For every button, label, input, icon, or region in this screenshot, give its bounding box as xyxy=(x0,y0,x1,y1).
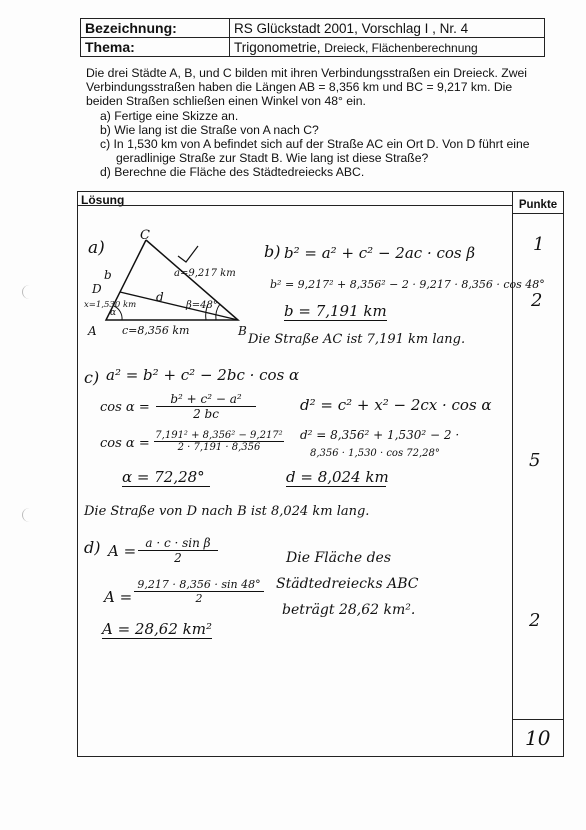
points-c: 5 xyxy=(529,450,541,471)
c-d-result: d = 8,024 km xyxy=(286,468,389,486)
d-result: A = 28,62 km² xyxy=(102,620,212,638)
b-answer: Die Straße AC ist 7,191 km lang. xyxy=(248,332,466,347)
side-b-label: b xyxy=(104,268,112,282)
bezeichnung-label: Bezeichnung: xyxy=(81,19,230,38)
d-answer-2: Städtedreiecks ABC xyxy=(276,576,419,592)
header-table xyxy=(80,18,545,57)
b-result: b = 7,191 km xyxy=(284,302,387,320)
c-d-subst-1: d² = 8,356² + 1,530² − 2 · xyxy=(300,428,460,442)
d-answer-1: Die Fläche des xyxy=(286,550,391,566)
thema-main: Trigonometrie, xyxy=(234,39,321,55)
c-answer: Die Straße von D nach B ist 8,024 km lang. xyxy=(84,504,370,519)
thema-label: Thema: xyxy=(81,38,230,57)
angle-beta-label: β=48° xyxy=(186,300,218,311)
solution-sheet xyxy=(77,191,564,757)
points-a: 1 xyxy=(533,234,545,255)
points-header: Punkte xyxy=(513,192,563,214)
thema-rest: Dreieck, Flächenberechnung xyxy=(324,40,478,55)
total-divider xyxy=(513,719,563,720)
task-item: d) Berechne die Fläche des Städtedreiecks ABC. xyxy=(100,165,365,180)
side-c-label: c=8,356 km xyxy=(122,324,190,337)
task-intro: Die drei Städte A, B, und C bilden mit ihren Verbindungsstraßen ein Dreieck. Zwei Verbindungsstraßen haben die Längen AB = 8,356 km und BC = 9,217 km. Die beiden Straßen schließen einen Winkel von 48° ein. xyxy=(86,66,528,109)
b-substitution: b² = 9,217² + 8,356² − 2 · 9,217 · 8,356 · cos 48° xyxy=(270,278,545,291)
vertex-d: D xyxy=(92,282,102,296)
task-item: c) In 1,530 km von A befindet sich auf der Straße AC ein Ort D. Von D führt eine geradlinige Straße zur Stadt B. Wie lang ist diese Straße? xyxy=(100,137,530,166)
c-d-subst-2: 8,356 · 1,530 · cos 72,28° xyxy=(310,448,440,459)
task-item: b) Wie lang ist die Straße von A nach C? xyxy=(100,122,319,137)
points-b: 2 xyxy=(531,290,543,311)
part-b-label: b) xyxy=(264,242,281,261)
d-answer-3: beträgt 28,62 km². xyxy=(282,602,416,618)
punch-hole xyxy=(22,285,37,299)
part-c-label: c) xyxy=(84,368,100,387)
thema-value xyxy=(230,38,545,57)
c-cos-label: cos α = xyxy=(100,400,150,415)
bezeichnung-value: RS Glückstadt 2001, Vorschlag I , Nr. 4 xyxy=(230,19,545,38)
d-formula-fraction: a · c · sin β 2 xyxy=(138,536,218,565)
solution-label: Lösung xyxy=(81,193,125,207)
segment-x-label: x=1,530 km xyxy=(84,300,137,310)
d-area-label-2: A = xyxy=(104,588,133,606)
c-cos-label-2: cos α = xyxy=(100,436,150,451)
segment-d-label: d xyxy=(156,290,164,304)
part-a-label: a) xyxy=(88,238,105,258)
punch-hole xyxy=(22,508,37,522)
vertex-c: C xyxy=(140,228,150,243)
c-cos-fraction: b² + c² − a² 2 bc xyxy=(156,392,256,421)
angle-alpha-label: α xyxy=(110,308,117,318)
task-item: a) Fertige eine Skizze an. xyxy=(100,108,239,123)
points-total: 10 xyxy=(525,726,551,750)
task-text xyxy=(86,66,536,180)
points-column xyxy=(512,192,563,756)
vertex-a: A xyxy=(88,324,97,338)
vertex-b: B xyxy=(238,324,247,338)
part-d-label: d) xyxy=(84,538,101,557)
c-alpha-result: α = 72,28° xyxy=(122,468,210,487)
d-subst-fraction: 9,217 · 8,356 · sin 48° 2 xyxy=(134,578,264,605)
c-d-formula: d² = c² + x² − 2cx · cos α xyxy=(300,396,492,414)
task-list xyxy=(86,109,536,180)
c-formula: a² = b² + c² − 2bc · cos α xyxy=(106,366,300,384)
c-cos-subst: 7,191² + 8,356² − 9,217² 2 · 7,191 · 8,356 xyxy=(155,430,283,453)
b-formula: b² = a² + c² − 2ac · cos β xyxy=(284,244,476,262)
points-d: 2 xyxy=(529,610,541,631)
side-a-label: a=9,217 km xyxy=(174,268,236,279)
d-area-label: A = xyxy=(108,542,137,560)
